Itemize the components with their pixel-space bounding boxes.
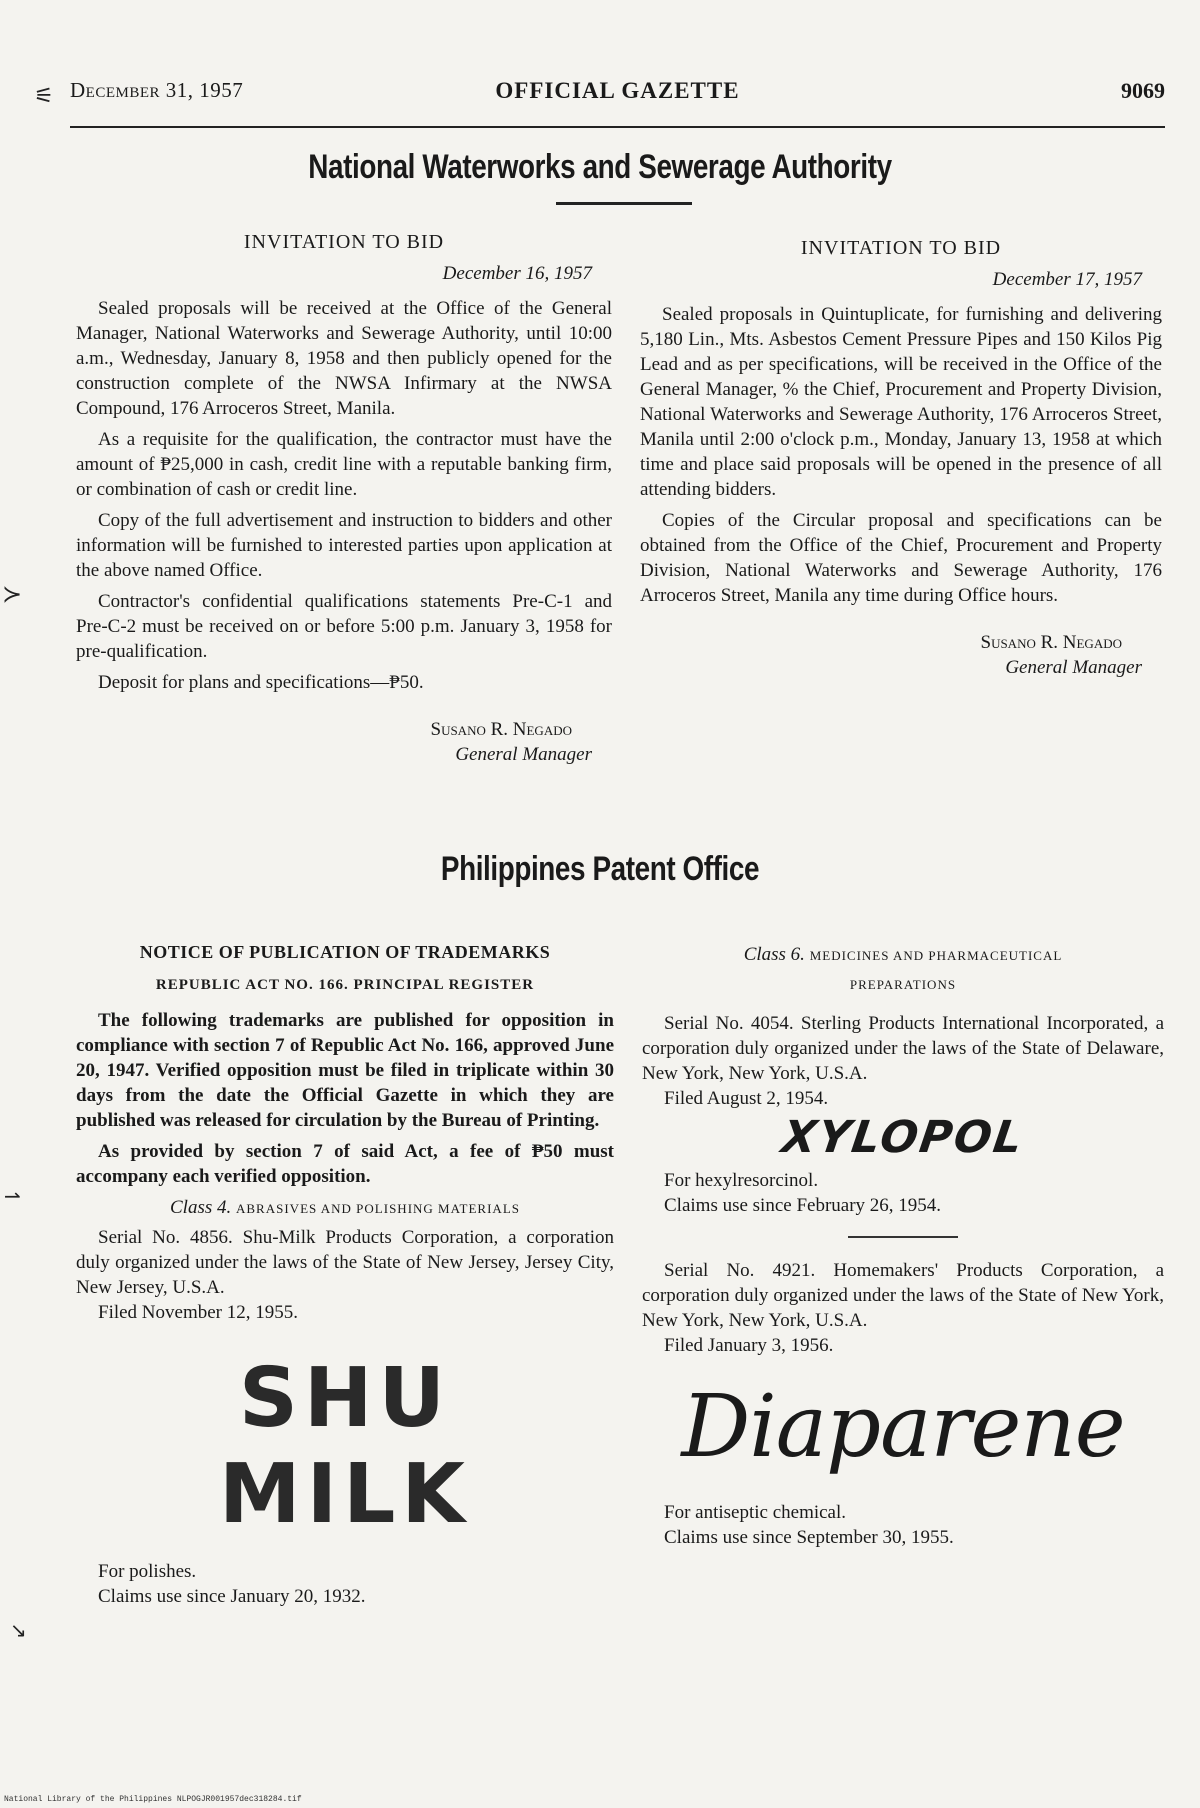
paragraph: Deposit for plans and specifications—₱50. [98,672,424,693]
signatory-name: Susano R. Negado [430,719,572,740]
filed-date: Filed January 3, 1956. [664,1335,834,1356]
patent-right-column [642,936,1164,1550]
scan-mark-icon: ↘ [10,1618,27,1642]
notice-subheading: REPUBLIC ACT NO. 166. PRINCIPAL REGISTER [155,977,535,993]
header-title: OFFICIAL GAZETTE [495,78,740,103]
scan-mark-icon: ⚟ [34,84,54,109]
notice-heading: NOTICE OF PUBLICATION OF TRADEMARKS [139,942,551,962]
invitation-heading: INVITATION TO BID [243,231,445,253]
serial-entry: Serial No. 4054. Sterling Products International Incorporated, a corporation duly organized under the laws of the State of Delaware, New York, New York, U.S.A. [642,1013,1164,1084]
invitation-date: December 17, 1957 [992,269,1142,290]
patent-left-column [76,940,614,1609]
patent-section-title: Philippines Patent Office [440,850,760,888]
paragraph: Sealed proposals will be received at the Office of the General Manager, National Waterworks and Sewerage Authority, until 10:00 a.m., Wednesday, January 8, 1958 and then publicly opened for the construction complete of the NWSA Infirmary at the NWSA Compound, 176 Arroceros Street, Manila. [76,298,612,419]
trademark-use: For hexylresorcinol. [664,1170,819,1191]
paragraph: Contractor's confidential qualifications statements Pre-C-1 and Pre-C-2 must be received on or before 5:00 p.m. January 3, 1958 for pre-qualification. [76,591,612,662]
paragraph: Copy of the full advertisement and instruction to bidders and other information will be furnished to interested parties upon application at the above named Office. [76,510,612,581]
trademark-use: For antiseptic chemical. [664,1502,847,1523]
trademark-diaparene: Diaparene [681,1377,1125,1477]
trademark-use: For polishes. [98,1561,197,1582]
section-divider [556,202,692,205]
intro-paragraph: As provided by section 7 of said Act, a fee of ₱50 must accompany each verified opposition. [76,1141,614,1187]
entry-divider [848,1236,958,1238]
signatory-title: General Manager [455,744,592,765]
notice-intro [76,1008,614,1189]
trademark-line: SHU [238,1351,452,1446]
nwsa-right-column [640,236,1162,680]
nwsa-left-column [76,230,612,767]
class-heading [76,1195,614,1221]
page-number: 9069 [1121,78,1165,103]
invitation-heading: INVITATION TO BID [800,237,1002,259]
paragraph: Copies of the Circular proposal and specifications can be obtained from the Office of the Chief, Procurement and Property Division, National Waterworks and Sewerage Authority, 176 Arroceros Street, Manila any time during Office hours. [640,510,1162,606]
paragraph: Sealed proposals in Quintuplicate, for furnishing and delivering 5,180 Lin., Mts. Asbestos Cement Pressure Pipes and 150 Kilos Pig Lead and as per specifications, will be received in the Office of the General Manager, % the Chief, Procurement and Property Division, National Waterworks and Sewerage Authority, 176 Arroceros Street, Manila until 2:00 o'clock p.m., Monday, January 13, 1958 at which time and place said proposals will be opened in the presence of all attending bidders. [640,304,1162,500]
paragraph: As a requisite for the qualification, the contractor must have the amount of ₱25,000 in cash, credit line with a reputable banking firm, or combination of cash or credit line. [76,429,612,500]
header-date: December 31, 1957 [70,78,244,102]
signatory-title: General Manager [1005,657,1142,678]
trademark-claims: Claims use since January 20, 1932. [98,1586,366,1607]
serial-entry: Serial No. 4921. Homemakers' Products Corporation, a corporation duly organized under the laws of the State of New York, New York, New York, U.S.A. [642,1260,1164,1331]
trademark-xylopol: XYLOPOL [778,1112,1028,1163]
nwsa-section-title: National Waterworks and Sewerage Authority [308,148,892,186]
trademark-line: MILK [219,1447,471,1542]
filed-date: Filed November 12, 1955. [98,1302,299,1323]
page-header [70,78,1165,114]
trademark-shu-milk [76,1351,614,1543]
intro-paragraph: The following trademarks are published for opposition in compliance with section 7 of Republic Act No. 166, approved June 20, 1947. Verified opposition must be filed in triplicate within 30 days from the date the Official Gazette in which they are published was released for circulation by the Bureau of Printing. [76,1010,614,1131]
trademark-claims: Claims use since September 30, 1955. [664,1527,954,1548]
header-rule [70,126,1165,128]
serial-entry: Serial No. 4856. Shu-Milk Products Corporation, a corporation duly organized under the laws of the State of New Jersey, Jersey City, New Jersey, U.S.A. [76,1227,614,1298]
filed-date: Filed August 2, 1954. [664,1088,829,1109]
class-name: MEDICINES AND PHARMACEUTICAL [809,948,1063,963]
class-heading [642,942,1164,968]
signatory-name: Susano R. Negado [980,632,1122,653]
invitation-date: December 16, 1957 [442,263,592,284]
archive-footer-note: National Library of the Philippines NLPOGJR001957dec318284.tif [4,1795,302,1804]
class-label: Class 6. [743,944,805,965]
class-name: ABRASIVES AND POLISHING MATERIALS [236,1201,520,1216]
class-name-continued: PREPARATIONS [849,977,957,992]
class-label: Class 4. [170,1197,232,1218]
scan-mark-icon: ⇀ [4,1184,21,1208]
trademark-claims: Claims use since February 26, 1954. [664,1195,942,1216]
scan-mark-icon: ≻ [2,580,23,608]
